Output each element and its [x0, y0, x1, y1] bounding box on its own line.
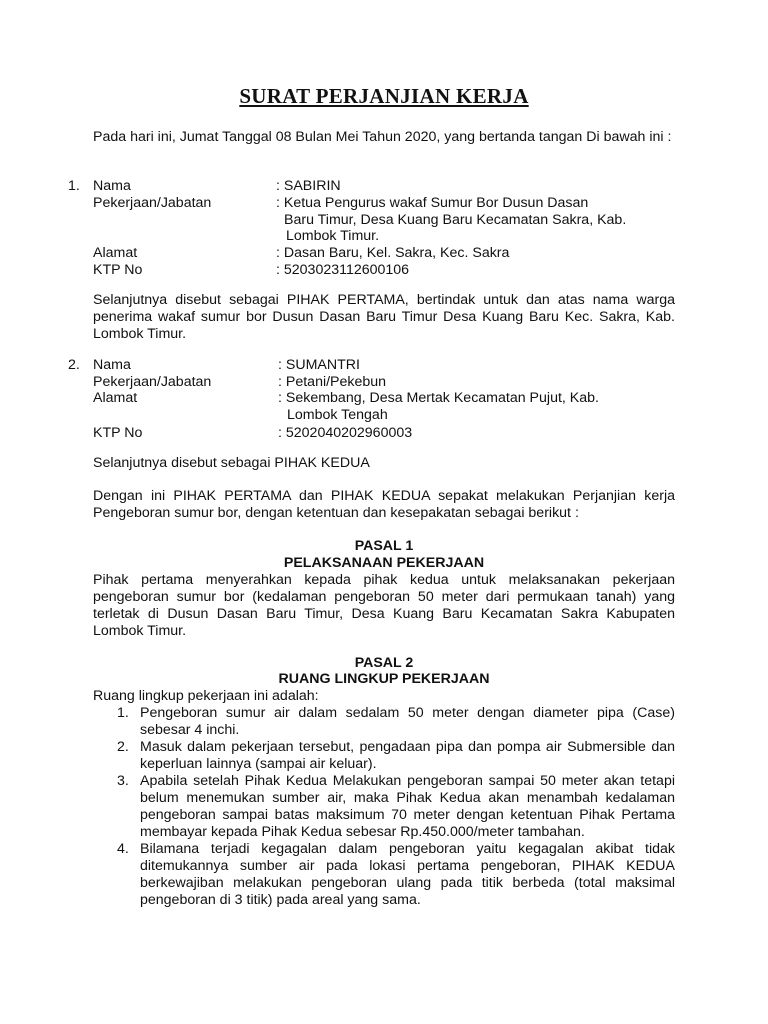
scope-item-number: 3.: [117, 773, 129, 789]
party2-ktp-value: : 5202040202960003: [278, 425, 413, 441]
party1-alamat-value: : Dasan Baru, Kel. Sakra, Kec. Sakra: [276, 245, 510, 261]
party1-nama-label: Nama: [93, 178, 131, 194]
scope-list-item: [93, 739, 675, 773]
scope-list-item: [93, 773, 675, 841]
party1-ktp-value: : 5203023112600106: [276, 262, 410, 278]
scope-item-number: 2.: [117, 739, 129, 755]
party1-number: 1.: [68, 178, 80, 194]
pasal2-subheading: RUANG LINGKUP PEKERJAAN: [278, 671, 490, 687]
party2-description: Selanjutnya disebut sebagai PIHAK KEDUA: [93, 455, 370, 471]
scope-list-item: [93, 841, 675, 909]
party1-jabatan-label: Pekerjaan/Jabatan: [93, 195, 212, 211]
agreement-paragraph: Dengan ini PIHAK PERTAMA dan PIHAK KEDUA sepakat melakukan Perjanjian kerja Pengeboran sumur bor, dengan ketentuan dan kesepakatan sebagai berikut :: [93, 488, 675, 521]
scope-item-number: 1.: [117, 705, 129, 721]
scope-item-text: Masuk dalam pekerjaan tersebut, pengadaan pipa dan pompa air Submersible dan keperluan lainnya (sampai air keluar).: [140, 739, 675, 772]
party1-jabatan-value-line3: Lombok Timur.: [286, 228, 380, 244]
party2-nama-value: : SUMANTRI: [278, 357, 360, 373]
party2-nama-label: Nama: [93, 357, 131, 373]
party1-nama-value: : SABIRIN: [276, 178, 341, 194]
intro-paragraph: Pada hari ini, Jumat Tanggal 08 Bulan Mei Tahun 2020, yang bertanda tangan Di bawah ini :: [93, 129, 672, 145]
scope-list-item: [93, 705, 675, 739]
scope-item-text: Bilamana terjadi kegagalan dalam pengeboran yaitu kegagalan akibat tidak ditemukannya sumber air pada lokasi pertama pengeboran, PIHAK KEDUA berkewajiban melakukan pengeboran ulang pada titik berbeda (total maksimal pengeboran di 3 titik) pada areal yang sama.: [140, 841, 675, 908]
pasal2-heading: PASAL 2: [354, 655, 414, 671]
party1-description: Selanjutnya disebut sebagai PIHAK PERTAMA, bertindak untuk dan atas nama warga penerima wakaf sumur bor Dusun Dasan Baru Timur Desa Kuang Baru Kec. Sakra, Kab. Lombok Timur.: [93, 292, 675, 342]
party1-ktp-label: KTP No: [93, 262, 143, 278]
scope-item-text: Apabila setelah Pihak Kedua Melakukan pengeboran sampai 50 meter akan tetapi belum menemukan sumber air, maka Pihak Kedua akan menambah kedalaman pengeboran sampai batas maksimum 70 meter dengan ketentuan Pihak Pertama membayar kepada Pihak Kedua sebesar Rp.450.000/meter tambahan.: [140, 773, 675, 840]
party2-jabatan-value: : Petani/Pekebun: [278, 374, 387, 390]
party2-alamat-value-line1: : Sekembang, Desa Mertak Kecamatan Pujut, Kab.: [278, 390, 599, 406]
party2-number: 2.: [68, 357, 80, 373]
party1-alamat-label: Alamat: [93, 245, 138, 261]
pasal1-heading: PASAL 1: [354, 538, 414, 554]
pasal1-subheading: PELAKSANAAN PEKERJAAN: [283, 555, 485, 571]
party2-jabatan-label: Pekerjaan/Jabatan: [93, 374, 212, 390]
scope-item-number: 4.: [117, 841, 129, 857]
party1-jabatan-value-line2: Baru Timur, Desa Kuang Baru Kecamatan Sakra, Kab.: [284, 212, 627, 228]
pasal2-lead: Ruang lingkup pekerjaan ini adalah:: [93, 688, 319, 704]
pasal1-body: Pihak pertama menyerahkan kepada pihak kedua untuk melaksanakan pekerjaan pengeboran sumur bor (kedalaman pengeboran 50 meter dari permukaan tanah) yang terletak di Dusun Dasan Baru Timur, Desa Kuang Baru Kecamatan Sakra Kabupaten Lombok Timur.: [93, 572, 675, 639]
party2-alamat-value-line2: Lombok Tengah: [287, 407, 388, 423]
party2-ktp-label: KTP No: [93, 425, 143, 441]
party2-alamat-label: Alamat: [93, 390, 138, 406]
scope-item-text: Pengeboran sumur air dalam sedalam 50 meter dengan diameter pipa (Case) sebesar 4 inchi.: [140, 705, 675, 738]
document-title: SURAT PERJANJIAN KERJA: [239, 84, 529, 108]
scope-list: [93, 705, 675, 909]
party1-jabatan-value-line1: : Ketua Pengurus wakaf Sumur Bor Dusun Dasan: [276, 195, 589, 211]
